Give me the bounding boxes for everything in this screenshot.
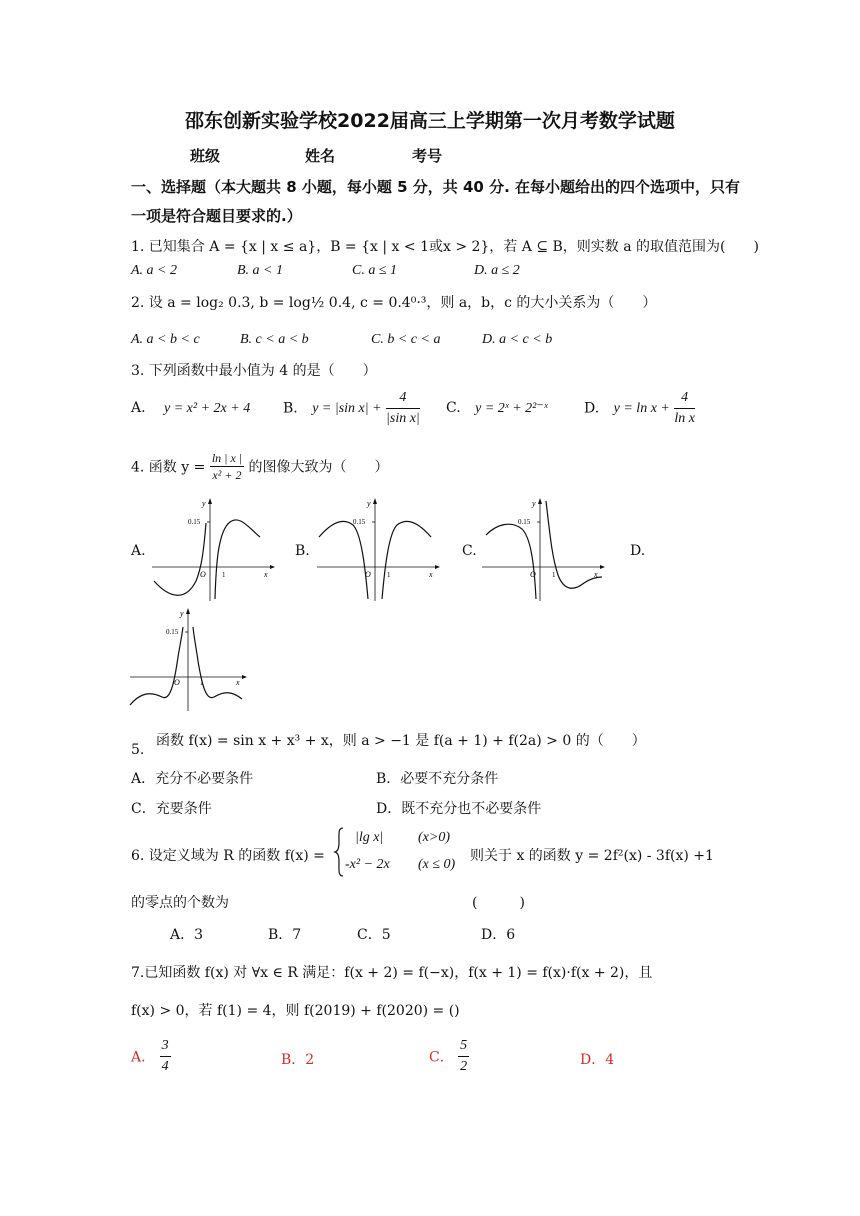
q3-option-a-label: A. <box>131 400 146 416</box>
q3-option-b-numerator: 4 <box>386 388 420 409</box>
q7-option-a-label: A． <box>131 1049 156 1066</box>
q6-case-1: |lg x| <box>355 830 384 845</box>
q4-numerator: ln | x | <box>211 451 243 465</box>
question-7-line1: 7.已知函数 f(x) 对 ∀x ∈ R 满足：f(x + 2) = f(−x)，f(x + 1) = f(x)·f(x + 2)，且 <box>131 965 653 981</box>
q5-option-a: A．充分不必要条件 <box>131 771 254 787</box>
y-axis-label: y <box>532 499 536 508</box>
origin-label: O <box>530 570 536 579</box>
question-6-suffix: 则关于 x 的函数 y = 2f²(x) - 3f(x) +1 <box>470 848 714 864</box>
q3-option-b <box>283 388 420 429</box>
q2-option-c: C. b < c < a <box>371 332 441 347</box>
q3-option-a <box>131 400 250 417</box>
class-label: 班级 <box>190 147 221 165</box>
piecewise-brace <box>333 826 345 878</box>
q4-prefix: 4. 函数 y = <box>131 459 206 476</box>
graph-curve-left <box>130 627 183 705</box>
x-axis-arrow <box>270 565 275 569</box>
x-axis-label: x <box>236 678 240 687</box>
graph-curve-right <box>193 627 242 699</box>
q3-option-a-expr: y = x² + 2x + 4 <box>164 401 251 416</box>
q7-option-c-label: C． <box>429 1049 454 1066</box>
q7-option-d: D．4 <box>580 1052 615 1068</box>
x-axis-arrow <box>600 565 605 569</box>
one-label: 1 <box>200 679 204 687</box>
q7-option-a <box>131 1036 171 1077</box>
q4-suffix: 的图像大致为（ ） <box>248 459 389 476</box>
x-axis-label: x <box>264 570 268 579</box>
q4-label-a: A. <box>131 543 146 559</box>
q6-option-a: A．3 <box>170 927 204 943</box>
tick-label: 0.15 <box>166 628 179 636</box>
one-label: 1 <box>222 571 226 579</box>
page-title: 邵东创新实验学校2022届高三上学期第一次月考数学试题 <box>185 110 675 132</box>
x-axis-arrow <box>435 565 440 569</box>
graph-curve-left <box>154 523 206 595</box>
q3-option-b-fraction <box>386 388 420 429</box>
question-5: 函数 f(x) = sin x + x³ + x，则 a > −1 是 f(a + 1) + f(2a) > 0 的（ ） <box>156 733 646 749</box>
q3-option-d-denominator: ln x <box>674 411 695 426</box>
q1-option-a: A. a < 2 <box>131 263 177 278</box>
graph-curve-right <box>382 521 431 599</box>
section-heading-line2: 一项是符合题目要求的.） <box>131 207 302 225</box>
name-label: 姓名 <box>305 147 336 165</box>
graph-curve-left <box>486 524 536 599</box>
q7-option-c-numerator: 5 <box>458 1036 469 1057</box>
origin-label: O <box>200 570 206 579</box>
y-axis-label: y <box>202 499 206 508</box>
question-1: 1. 已知集合 A = {x | x ≤ a}，B = {x | x < 1或x > 2}，若 A ⊆ B，则实数 a 的取值范围为( ) <box>131 239 759 255</box>
graph-curve-right <box>215 520 260 599</box>
q3-option-d-fraction <box>674 388 695 429</box>
question-4 <box>131 450 389 483</box>
q4-graph-b <box>313 495 443 605</box>
q3-option-c <box>446 400 548 417</box>
q7-option-c <box>429 1036 469 1077</box>
q1-option-b: B. a < 1 <box>237 263 283 278</box>
q7-option-a-fraction <box>160 1036 171 1077</box>
question-2: 2. 设 a = log₂ 0.3, b = log½ 0.4, c = 0.4⁰·³，则 a，b，c 的大小关系为（ ） <box>131 295 657 311</box>
origin-label: O <box>365 570 371 579</box>
q6-option-d: D．6 <box>481 927 516 943</box>
q6-option-c: C．5 <box>357 927 391 943</box>
q5-option-d: D．既不充分也不必要条件 <box>376 801 542 817</box>
q5-number: 5. <box>131 742 145 758</box>
section-heading-line1: 一、选择题（本大题共 8 小题，每小题 5 分，共 40 分. 在每小题给出的四个选项中，只有 <box>131 178 741 196</box>
q7-option-b: B．2 <box>281 1052 315 1068</box>
brace-path <box>335 828 343 876</box>
q6-case-2: -x² − 2x <box>345 857 390 872</box>
q4-graph-c <box>478 495 608 605</box>
q4-graph-d <box>126 605 256 715</box>
q6-cond-2: (x ≤ 0) <box>418 857 456 872</box>
one-label: 1 <box>387 571 391 579</box>
exam-number-label: 考号 <box>412 147 443 165</box>
question-3: 3. 下列函数中最小值为 4 的是（ ） <box>131 363 377 379</box>
question-6-paren: ( ) <box>472 895 525 911</box>
q3-option-d-expr: y = ln x + <box>613 400 670 416</box>
q7-option-c-fraction <box>458 1036 469 1077</box>
q3-option-b-denominator: |sin x| <box>386 411 420 426</box>
q3-option-c-expr: y = 2ˣ + 2²⁻ˣ <box>475 401 548 416</box>
q1-option-c: C. a ≤ 1 <box>352 263 398 278</box>
y-axis-arrow <box>538 498 542 504</box>
q4-graph-a <box>148 495 278 605</box>
q3-option-d <box>584 388 695 429</box>
q7-option-c-denominator: 2 <box>460 1059 468 1074</box>
q3-option-d-numerator: 4 <box>674 388 695 409</box>
q5-option-c: C．充要条件 <box>131 801 212 817</box>
one-label: 1 <box>552 571 556 579</box>
q2-option-b: B. c < a < b <box>240 332 309 347</box>
x-axis-arrow <box>242 675 247 679</box>
q1-option-d: D. a ≤ 2 <box>474 263 520 278</box>
question-6-line2: 的零点的个数为 <box>131 895 229 911</box>
q3-option-c-label: C. <box>446 400 461 416</box>
y-axis-arrow <box>373 498 377 504</box>
q4-denominator: x² + 2 <box>212 468 242 482</box>
q2-option-d: D. a < c < b <box>482 332 553 347</box>
q3-option-d-label: D. <box>584 400 600 417</box>
q4-label-b: B. <box>295 543 310 559</box>
q7-option-a-numerator: 3 <box>160 1036 171 1057</box>
q4-label-c: C. <box>462 543 477 559</box>
q4-label-d: D. <box>630 543 646 559</box>
q7-option-a-denominator: 4 <box>161 1059 169 1074</box>
tick-label: 0.15 <box>353 518 366 526</box>
tick-label: 0.15 <box>518 518 531 526</box>
graph-curve-left <box>319 521 368 599</box>
question-7-line2: f(x) > 0，若 f(1) = 4，则 f(2019) + f(2020) = () <box>131 1003 460 1019</box>
y-axis-arrow <box>208 498 212 504</box>
x-axis-label: x <box>594 570 598 579</box>
x-axis-label: x <box>429 570 433 579</box>
y-axis-label: y <box>367 499 371 508</box>
y-axis-arrow <box>186 608 190 614</box>
tick-label: 0.15 <box>188 518 201 526</box>
q5-option-b: B．必要不充分条件 <box>376 771 499 787</box>
q6-cond-1: (x>0) <box>418 830 450 845</box>
q3-option-b-expr: y = |sin x| + <box>312 400 382 416</box>
q2-option-a: A. a < b < c <box>131 332 200 347</box>
q4-fraction <box>210 450 244 483</box>
q6-option-b: B．7 <box>268 927 302 943</box>
y-axis-label: y <box>180 609 184 618</box>
question-6-prefix: 6. 设定义域为 R 的函数 f(x) = <box>131 848 325 864</box>
origin-label: O <box>174 678 180 687</box>
q3-option-b-label: B. <box>283 400 298 417</box>
